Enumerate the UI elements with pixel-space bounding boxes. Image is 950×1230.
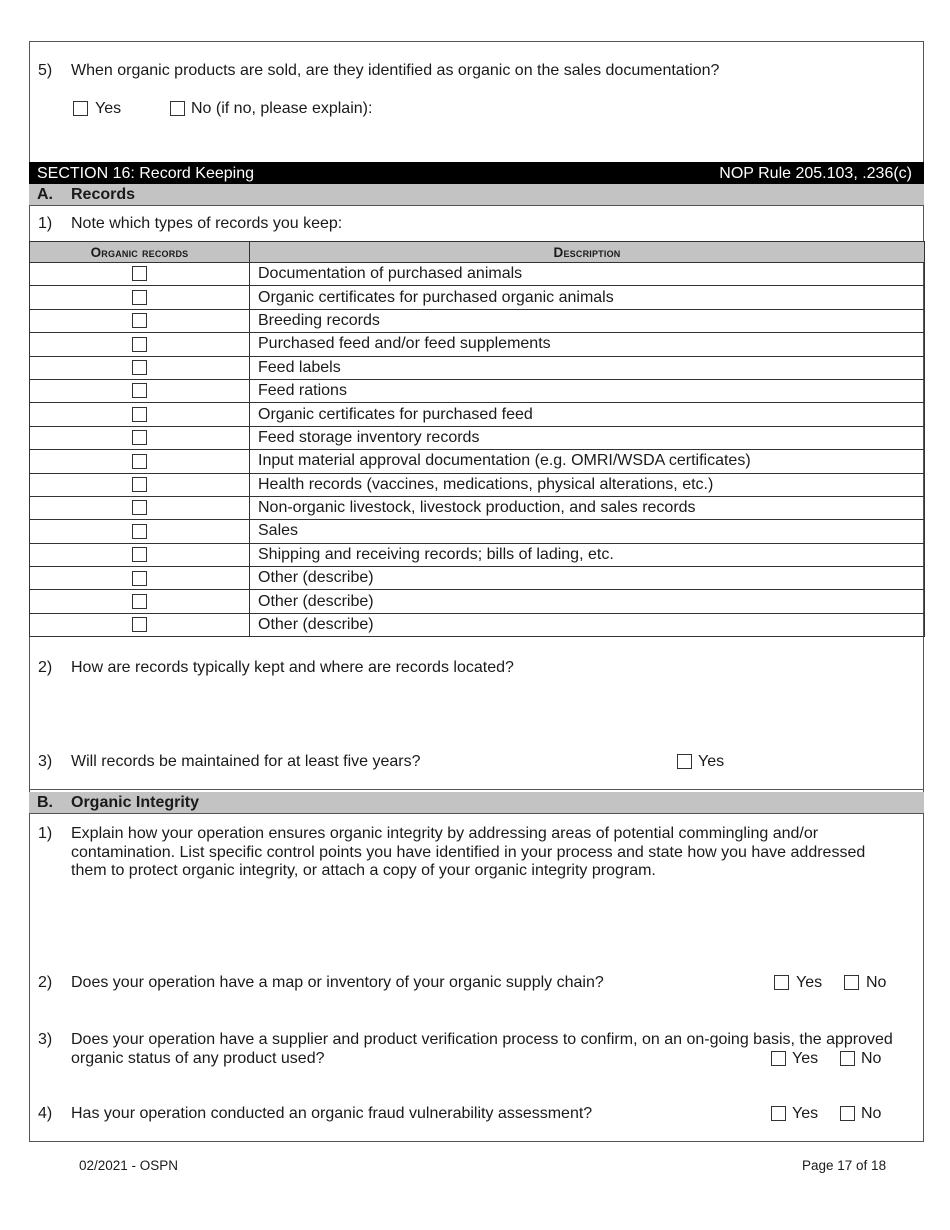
- record-checkbox[interactable]: [132, 337, 147, 352]
- table-row: [30, 309, 925, 332]
- record-description: Feed labels: [250, 356, 925, 379]
- table-row: [30, 496, 925, 519]
- a-q3-number: 3): [38, 753, 53, 770]
- a-q2-number: 2): [38, 659, 53, 676]
- record-checkbox-cell: [30, 567, 250, 590]
- b-q2-question: Does your operation have a map or inventory of your organic supply chain?: [71, 974, 604, 991]
- q5-question: When organic products are sold, are they identified as organic on the sales documentation?: [71, 62, 720, 79]
- record-checkbox-cell: [30, 590, 250, 613]
- b-q2-no-checkbox[interactable]: [844, 975, 859, 990]
- col-header-description: Description: [250, 242, 925, 263]
- record-checkbox-cell: [30, 450, 250, 473]
- a-q3-yes-checkbox[interactable]: [677, 754, 692, 769]
- record-checkbox-cell: [30, 426, 250, 449]
- record-checkbox[interactable]: [132, 571, 147, 586]
- record-checkbox-cell: [30, 356, 250, 379]
- table-row: [30, 263, 925, 286]
- q5-no-label: No (if no, please explain):: [191, 100, 373, 117]
- q5-yes-label: Yes: [95, 100, 122, 117]
- b-q3-yes-label: Yes: [792, 1050, 819, 1067]
- record-checkbox-cell: [30, 263, 250, 286]
- record-description: Other (describe): [250, 567, 925, 590]
- record-checkbox-cell: [30, 286, 250, 309]
- table-row: [30, 520, 925, 543]
- record-checkbox-cell: [30, 473, 250, 496]
- record-checkbox[interactable]: [132, 500, 147, 515]
- b-q3-no-label: No: [861, 1050, 882, 1067]
- section-title: SECTION 16: Record Keeping: [37, 165, 254, 182]
- b-q2-no-label: No: [866, 974, 887, 991]
- record-description: Organic certificates for purchased organic animals: [250, 286, 925, 309]
- b-q2-yes-checkbox[interactable]: [774, 975, 789, 990]
- b-q4-no-checkbox[interactable]: [840, 1106, 855, 1121]
- record-description: Other (describe): [250, 590, 925, 613]
- a-q1-number: 1): [38, 215, 53, 232]
- record-description: Breeding records: [250, 309, 925, 332]
- section-rule: NOP Rule 205.103, .236(c): [719, 165, 912, 182]
- table-row: [30, 403, 925, 426]
- record-checkbox-cell: [30, 333, 250, 356]
- record-checkbox[interactable]: [132, 617, 147, 632]
- part-a-title: Records: [71, 186, 136, 203]
- q5-number: 5): [38, 62, 53, 79]
- q5-no-checkbox[interactable]: [170, 101, 185, 116]
- b-q3-yes-checkbox[interactable]: [771, 1051, 786, 1066]
- record-checkbox[interactable]: [132, 594, 147, 609]
- record-description: Non-organic livestock, livestock production, and sales records: [250, 496, 925, 519]
- footer-page-number: Page 17 of 18: [802, 1158, 887, 1173]
- b-q1-line-3: them to protect organic integrity, or attach a copy of your organic integrity program.: [71, 862, 656, 879]
- a-q3-question: Will records be maintained for at least five years?: [71, 753, 421, 770]
- record-description: Documentation of purchased animals: [250, 263, 925, 286]
- record-description: Health records (vaccines, medications, physical alterations, etc.): [250, 473, 925, 496]
- table-row: [30, 426, 925, 449]
- b-q3-line-1: Does your operation have a supplier and product verification process to confirm, on an on-going basis, the approved: [71, 1031, 893, 1048]
- record-checkbox[interactable]: [132, 266, 147, 281]
- b-q2-number: 2): [38, 974, 53, 991]
- table-row: [30, 450, 925, 473]
- record-checkbox[interactable]: [132, 383, 147, 398]
- record-description: Feed rations: [250, 379, 925, 402]
- record-checkbox[interactable]: [132, 524, 147, 539]
- b-q1-line-1: Explain how your operation ensures organic integrity by addressing areas of potential commingling and/or: [71, 825, 819, 842]
- b-q3-line-2: organic status of any product used?: [71, 1050, 325, 1067]
- table-row: [30, 590, 925, 613]
- record-description: Organic certificates for purchased feed: [250, 403, 925, 426]
- record-checkbox[interactable]: [132, 313, 147, 328]
- record-description: Input material approval documentation (e.g. OMRI/WSDA certificates): [250, 450, 925, 473]
- footer-form-id: 02/2021 - OSPN: [79, 1158, 179, 1173]
- record-checkbox[interactable]: [132, 454, 147, 469]
- a-q3-yes-label: Yes: [698, 753, 725, 770]
- part-a-letter: A.: [37, 186, 53, 203]
- record-checkbox[interactable]: [132, 477, 147, 492]
- record-checkbox-cell: [30, 379, 250, 402]
- table-row: [30, 379, 925, 402]
- b-q4-yes-checkbox[interactable]: [771, 1106, 786, 1121]
- table-row: [30, 567, 925, 590]
- table-row: [30, 543, 925, 566]
- record-checkbox-cell: [30, 613, 250, 636]
- a-q1-question: Note which types of records you keep:: [71, 215, 343, 232]
- b-q2-yes-label: Yes: [796, 974, 823, 991]
- a-q2-question: How are records typically kept and where are records located?: [71, 659, 514, 676]
- divider: [29, 789, 924, 790]
- b-q1-line-2: contamination. List specific control points you have identified in your process and state how you have addressed: [71, 844, 866, 861]
- table-row: [30, 333, 925, 356]
- b-q4-question: Has your operation conducted an organic fraud vulnerability assessment?: [71, 1105, 593, 1122]
- table-row: [30, 613, 925, 636]
- section-header: [29, 162, 924, 184]
- b-q3-number: 3): [38, 1031, 53, 1048]
- part-b-letter: B.: [37, 794, 53, 811]
- record-checkbox-cell: [30, 520, 250, 543]
- b-q4-yes-label: Yes: [792, 1105, 819, 1122]
- record-checkbox[interactable]: [132, 360, 147, 375]
- records-table: [29, 241, 925, 637]
- record-checkbox[interactable]: [132, 290, 147, 305]
- record-checkbox-cell: [30, 496, 250, 519]
- part-b-title: Organic Integrity: [71, 794, 200, 811]
- col-header-organic-records: Organic records: [30, 242, 250, 263]
- part-a-header: [29, 184, 924, 206]
- record-checkbox-cell: [30, 309, 250, 332]
- b-q4-number: 4): [38, 1105, 53, 1122]
- record-description: Sales: [250, 520, 925, 543]
- record-description: Shipping and receiving records; bills of lading, etc.: [250, 543, 925, 566]
- record-checkbox[interactable]: [132, 430, 147, 445]
- record-checkbox-cell: [30, 543, 250, 566]
- b-q1-number: 1): [38, 825, 53, 842]
- record-description: Feed storage inventory records: [250, 426, 925, 449]
- q5-yes-checkbox[interactable]: [73, 101, 88, 116]
- part-b-header: [29, 792, 924, 814]
- table-row: [30, 356, 925, 379]
- record-checkbox[interactable]: [132, 547, 147, 562]
- b-q3-no-checkbox[interactable]: [840, 1051, 855, 1066]
- b-q4-no-label: No: [861, 1105, 882, 1122]
- record-description: Purchased feed and/or feed supplements: [250, 333, 925, 356]
- table-row: [30, 286, 925, 309]
- record-checkbox[interactable]: [132, 407, 147, 422]
- record-description: Other (describe): [250, 613, 925, 636]
- record-checkbox-cell: [30, 403, 250, 426]
- table-row: [30, 473, 925, 496]
